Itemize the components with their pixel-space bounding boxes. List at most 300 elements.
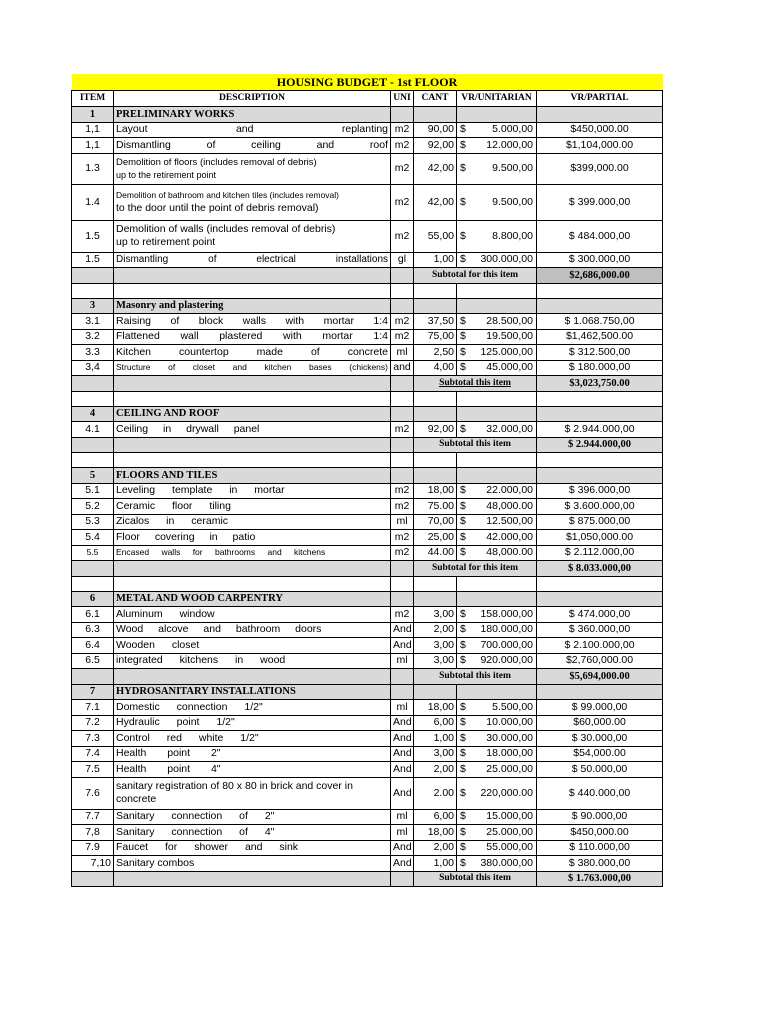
item-partial: $ 474.000,00 — [537, 607, 663, 623]
unit-amount: 19.500,00 — [486, 330, 533, 343]
section-name: CEILING AND ROOF — [114, 406, 391, 422]
currency-symbol: $ — [460, 638, 466, 651]
item-number: 5.3 — [72, 514, 114, 530]
item-qty: 3,00 — [414, 607, 457, 623]
item-partial: $2,760,000.00 — [537, 653, 663, 669]
table-row — [72, 530, 663, 546]
unit-amount: 8.800,00 — [492, 229, 533, 242]
unit-amount: 42.000,00 — [486, 530, 533, 543]
section-name: Masonry and plastering — [114, 298, 391, 314]
item-partial: $ 484.000,00 — [537, 220, 663, 252]
budget-sheet — [71, 74, 663, 887]
unit-amount: 180.000,00 — [480, 623, 533, 636]
item-qty: 2.00 — [414, 777, 457, 809]
currency-symbol: $ — [460, 499, 466, 512]
table-row — [72, 483, 663, 499]
blank-row — [72, 283, 663, 298]
item-partial: $60,000.00 — [537, 715, 663, 731]
item-qty: 1,00 — [414, 856, 457, 872]
item-qty: 3,00 — [414, 746, 457, 762]
item-unit: m2 — [391, 530, 414, 546]
item-partial: $ 30.000,00 — [537, 731, 663, 747]
item-description: Zicalos in ceramic — [114, 514, 391, 530]
item-unit-value — [457, 360, 537, 376]
unit-amount: 25.000,00 — [486, 762, 533, 775]
item-unit-value — [457, 762, 537, 778]
currency-symbol: $ — [460, 138, 466, 151]
item-unit: And — [391, 840, 414, 856]
item-unit: m2 — [391, 314, 414, 330]
item-unit: ml — [391, 653, 414, 669]
section-header — [72, 298, 663, 314]
item-qty: 55,00 — [414, 220, 457, 252]
section-name: METAL AND WOOD CARPENTRY — [114, 591, 391, 607]
table-row — [72, 856, 663, 872]
currency-symbol: $ — [460, 484, 466, 497]
item-qty: 44.00 — [414, 545, 457, 561]
item-number: 1.3 — [72, 153, 114, 184]
item-unit-value — [457, 700, 537, 716]
item-number: 1,1 — [72, 122, 114, 138]
item-description: Structure of closet and kitchen bases (chickens) — [114, 360, 391, 376]
item-unit: m2 — [391, 138, 414, 154]
section-header — [72, 591, 663, 607]
unit-amount: 9.500,00 — [492, 162, 533, 174]
item-description: Control red white 1/2" — [114, 731, 391, 747]
item-number: 7.9 — [72, 840, 114, 856]
item-unit-value — [457, 746, 537, 762]
currency-symbol: $ — [460, 747, 466, 760]
item-unit-value — [457, 809, 537, 825]
item-number: 7.1 — [72, 700, 114, 716]
item-qty: 2,00 — [414, 840, 457, 856]
table-row — [72, 345, 663, 361]
item-unit: m2 — [391, 184, 414, 220]
item-qty: 18,00 — [414, 825, 457, 841]
section-header — [72, 107, 663, 123]
table-row — [72, 329, 663, 345]
item-description: Health point 4" — [114, 762, 391, 778]
table-row — [72, 252, 663, 268]
item-partial: $ 99.000,00 — [537, 700, 663, 716]
unit-amount: 15.000,00 — [486, 810, 533, 823]
table-row — [72, 360, 663, 376]
item-unit: m2 — [391, 122, 414, 138]
section-name: FLOORS AND TILES — [114, 468, 391, 484]
section-name: HYDROSANITARY INSTALLATIONS — [114, 684, 391, 700]
item-description: Faucet for shower and sink — [114, 840, 391, 856]
currency-symbol: $ — [460, 530, 466, 543]
item-number: 5.5 — [72, 545, 114, 561]
item-unit: m2 — [391, 607, 414, 623]
item-unit-value — [457, 329, 537, 345]
unit-amount: 45.000,00 — [486, 361, 533, 374]
item-qty: 37,50 — [414, 314, 457, 330]
subtotal-row — [72, 376, 663, 392]
item-number: 3.1 — [72, 314, 114, 330]
table-row — [72, 499, 663, 515]
item-partial: $ 380.000,00 — [537, 856, 663, 872]
item-number: 3.2 — [72, 329, 114, 345]
unit-amount: 25.000,00 — [486, 825, 533, 838]
unit-amount: 220,000.00 — [480, 786, 533, 799]
item-unit: m2 — [391, 153, 414, 184]
item-qty: 1,00 — [414, 731, 457, 747]
item-number: 6.5 — [72, 653, 114, 669]
item-unit-value — [457, 856, 537, 872]
item-partial: $ 312.500,00 — [537, 345, 663, 361]
currency-symbol: $ — [460, 422, 466, 435]
item-unit-value — [457, 314, 537, 330]
item-unit: ml — [391, 825, 414, 841]
item-unit-value — [457, 825, 537, 841]
item-partial: $ 440.000,00 — [537, 777, 663, 809]
item-unit: m2 — [391, 220, 414, 252]
subtotal-label — [414, 376, 537, 392]
subtotal-row — [72, 871, 663, 887]
item-unit: m2 — [391, 329, 414, 345]
col-header-description: DESCRIPTION — [114, 91, 391, 107]
item-description — [114, 184, 391, 220]
item-partial: $450,000.00 — [537, 122, 663, 138]
table-row — [72, 762, 663, 778]
unit-amount: 5.500,00 — [492, 700, 533, 713]
item-description: Domestic connection 1/2" — [114, 700, 391, 716]
item-qty: 3,00 — [414, 653, 457, 669]
subtotal-value: $ 8.033.000,00 — [537, 561, 663, 577]
currency-symbol: $ — [460, 731, 466, 744]
item-unit-value — [457, 530, 537, 546]
currency-symbol: $ — [460, 123, 466, 136]
currency-symbol: $ — [460, 623, 466, 636]
item-description: Sanitary connection of 2" — [114, 809, 391, 825]
section-number: 1 — [72, 107, 114, 123]
unit-amount: 9.500,00 — [492, 195, 533, 208]
item-qty: 90,00 — [414, 122, 457, 138]
item-description: Floor covering in patio — [114, 530, 391, 546]
unit-amount: 18.000,00 — [486, 747, 533, 760]
section-header — [72, 468, 663, 484]
currency-symbol: $ — [460, 345, 466, 358]
currency-symbol: $ — [460, 229, 466, 242]
description-line-2: up to retirement point — [116, 236, 216, 248]
table-row — [72, 746, 663, 762]
table-row — [72, 825, 663, 841]
unit-amount: 12.000,00 — [486, 138, 533, 151]
item-unit: m2 — [391, 499, 414, 515]
currency-symbol: $ — [460, 786, 466, 799]
item-qty: 3,00 — [414, 638, 457, 654]
item-qty: 6,00 — [414, 715, 457, 731]
subtotal-row — [72, 268, 663, 284]
section-header — [72, 406, 663, 422]
item-number: 1.5 — [72, 252, 114, 268]
table-row — [72, 220, 663, 252]
unit-amount: 30.000,00 — [486, 731, 533, 744]
description-line-2: up to the retirement point — [116, 169, 217, 180]
item-unit-value — [457, 777, 537, 809]
item-description: Raising of block walls with mortar 1:4 — [114, 314, 391, 330]
item-partial: $ 2.112.000,00 — [537, 545, 663, 561]
currency-symbol: $ — [460, 546, 466, 559]
unit-amount: 48,000.00 — [486, 546, 533, 559]
item-unit-value — [457, 252, 537, 268]
item-unit-value — [457, 638, 537, 654]
item-unit: m2 — [391, 483, 414, 499]
currency-symbol: $ — [460, 195, 466, 208]
subtotal-label: Subtotal this item — [414, 669, 537, 685]
item-unit: And — [391, 856, 414, 872]
item-qty: 6,00 — [414, 809, 457, 825]
item-number: 5.4 — [72, 530, 114, 546]
section-name: PRELIMINARY WORKS — [114, 107, 391, 123]
subtotal-label: Subtotal for this item — [414, 268, 537, 284]
table-row — [72, 731, 663, 747]
item-qty: 42,00 — [414, 153, 457, 184]
item-unit: And — [391, 731, 414, 747]
item-unit-value — [457, 345, 537, 361]
unit-amount: 5.000,00 — [492, 123, 533, 136]
item-number: 3.3 — [72, 345, 114, 361]
item-unit-value — [457, 607, 537, 623]
item-description — [114, 777, 391, 809]
item-description: Ceiling in drywall panel — [114, 422, 391, 438]
item-description: Flattened wall plastered with mortar 1:4 — [114, 329, 391, 345]
title-row — [72, 74, 663, 91]
item-partial: $ 180.000,00 — [537, 360, 663, 376]
currency-symbol: $ — [460, 716, 466, 729]
item-unit: And — [391, 777, 414, 809]
item-description: Hydraulic point 1/2" — [114, 715, 391, 731]
subtotal-row — [72, 561, 663, 577]
item-number: 7.5 — [72, 762, 114, 778]
item-unit: gl — [391, 252, 414, 268]
item-number: 7.4 — [72, 746, 114, 762]
column-header-row — [72, 91, 663, 107]
item-number: 1.5 — [72, 220, 114, 252]
item-description: Sanitary combos — [114, 856, 391, 872]
item-qty: 42,00 — [414, 184, 457, 220]
item-partial: $ 300.000,00 — [537, 252, 663, 268]
item-qty: 92,00 — [414, 422, 457, 438]
subtotal-value: $2,686,000.00 — [537, 268, 663, 284]
description-line-1: sanitary registration of 80 x 80 in brick and cover in — [116, 780, 353, 792]
item-description: Sanitary connection of 4" — [114, 825, 391, 841]
item-unit: ml — [391, 514, 414, 530]
item-qty: 18,00 — [414, 483, 457, 499]
table-row — [72, 809, 663, 825]
unit-amount: 22.000,00 — [486, 484, 533, 497]
item-unit-value — [457, 840, 537, 856]
table-row — [72, 607, 663, 623]
table-row — [72, 622, 663, 638]
item-partial: $54,000.00 — [537, 746, 663, 762]
item-partial: $ 3.600.000,00 — [537, 499, 663, 515]
col-header-partial: VR/PARTIAL — [537, 91, 663, 107]
subtotal-label-text: Subtotal this item — [439, 377, 511, 388]
table-row — [72, 422, 663, 438]
item-unit-value — [457, 499, 537, 515]
item-number: 1,1 — [72, 138, 114, 154]
unit-amount: 28.500,00 — [486, 314, 533, 327]
subtotal-value: $3,023,750.00 — [537, 376, 663, 392]
item-unit: And — [391, 715, 414, 731]
item-unit: m2 — [391, 422, 414, 438]
item-description: Wood alcove and bathroom doors — [114, 622, 391, 638]
item-unit-value — [457, 153, 537, 184]
currency-symbol: $ — [460, 762, 466, 775]
item-qty: 25,00 — [414, 530, 457, 546]
unit-amount: 55.000,00 — [486, 841, 533, 854]
item-description — [114, 220, 391, 252]
item-partial: $1,050,000.00 — [537, 530, 663, 546]
item-number: 7,8 — [72, 825, 114, 841]
item-number: 3,4 — [72, 360, 114, 376]
section-header — [72, 684, 663, 700]
item-qty: 75,00 — [414, 329, 457, 345]
currency-symbol: $ — [460, 361, 466, 374]
table-row — [72, 545, 663, 561]
item-number: 7.3 — [72, 731, 114, 747]
description-line-1: Demolition of bathroom and kitchen tiles (includes removal) — [116, 190, 339, 200]
currency-symbol: $ — [460, 515, 466, 528]
subtotal-value: $ 2.944.000,00 — [537, 437, 663, 453]
section-number: 4 — [72, 406, 114, 422]
item-number: 5.2 — [72, 499, 114, 515]
unit-amount: 158.000,00 — [480, 607, 533, 620]
subtotal-label: Subtotal for this item — [414, 561, 537, 577]
item-unit: And — [391, 746, 414, 762]
item-unit: ml — [391, 700, 414, 716]
item-unit-value — [457, 122, 537, 138]
table-row — [72, 184, 663, 220]
col-header-item: ITEM — [72, 91, 114, 107]
item-qty: 4,00 — [414, 360, 457, 376]
item-unit-value — [457, 514, 537, 530]
subtotal-value: $5,694,000.00 — [537, 669, 663, 685]
item-unit-value — [457, 138, 537, 154]
unit-amount: 380.000,00 — [480, 856, 533, 869]
currency-symbol: $ — [460, 330, 466, 343]
table-row — [72, 777, 663, 809]
col-header-unitary: VR/UNITARIAN — [457, 91, 537, 107]
item-partial: $ 90.000,00 — [537, 809, 663, 825]
item-description: Encased walls for bathrooms and kitchens — [114, 545, 391, 561]
description-line-2: to the door until the point of debris removal) — [116, 202, 319, 214]
item-description: integrated kitchens in wood — [114, 653, 391, 669]
unit-amount: 300.000,00 — [480, 253, 533, 266]
item-description: Kitchen countertop made of concrete — [114, 345, 391, 361]
item-unit-value — [457, 545, 537, 561]
item-unit-value — [457, 731, 537, 747]
col-header-unit: UNI — [391, 91, 414, 107]
section-number: 7 — [72, 684, 114, 700]
section-number: 3 — [72, 298, 114, 314]
currency-symbol: $ — [460, 810, 466, 823]
item-partial: $1,104,000.00 — [537, 138, 663, 154]
subtotal-value: $ 1.763.000,00 — [537, 871, 663, 887]
subtotal-label: Subtotal this item — [414, 871, 537, 887]
item-description: Ceramic floor tiling — [114, 499, 391, 515]
unit-amount: 920.000,00 — [480, 654, 533, 667]
currency-symbol: $ — [460, 700, 466, 713]
description-line-1: Demolition of floors (includes removal of debris) — [116, 156, 317, 168]
item-number: 1.4 — [72, 184, 114, 220]
item-partial: $ 2.100.000,00 — [537, 638, 663, 654]
blank-row — [72, 391, 663, 406]
currency-symbol: $ — [460, 856, 466, 869]
unit-amount: 32.000,00 — [486, 422, 533, 435]
subtotal-row — [72, 437, 663, 453]
item-partial: $ 2.944.000,00 — [537, 422, 663, 438]
item-qty: 75.00 — [414, 499, 457, 515]
description-line-1: Demolition of walls (includes removal of debris) — [116, 223, 336, 235]
item-number: 7.2 — [72, 715, 114, 731]
table-row — [72, 138, 663, 154]
item-partial: $1,462,500.00 — [537, 329, 663, 345]
item-unit: m2 — [391, 545, 414, 561]
subtotal-label: Subtotal this item — [414, 437, 537, 453]
item-number: 7.6 — [72, 777, 114, 809]
table-row — [72, 153, 663, 184]
item-partial: $ 360.000,00 — [537, 622, 663, 638]
item-unit: And — [391, 762, 414, 778]
unit-amount: 125.000,00 — [480, 345, 533, 358]
blank-row — [72, 453, 663, 468]
table-row — [72, 122, 663, 138]
item-unit: And — [391, 638, 414, 654]
item-qty: 2,00 — [414, 762, 457, 778]
item-number: 5.1 — [72, 483, 114, 499]
currency-symbol: $ — [460, 162, 466, 174]
item-number: 7,10 — [72, 856, 114, 872]
item-partial: $ 396.000,00 — [537, 483, 663, 499]
table-row — [72, 314, 663, 330]
item-unit-value — [457, 220, 537, 252]
item-description: Wooden closet — [114, 638, 391, 654]
unit-amount: 700.000,00 — [480, 638, 533, 651]
item-partial: $ 399.000,00 — [537, 184, 663, 220]
item-qty: 2,00 — [414, 622, 457, 638]
item-unit-value — [457, 653, 537, 669]
item-unit-value — [457, 715, 537, 731]
table-row — [72, 840, 663, 856]
currency-symbol: $ — [460, 841, 466, 854]
currency-symbol: $ — [460, 607, 466, 620]
currency-symbol: $ — [460, 253, 466, 266]
description-line-2: concrete — [116, 793, 157, 805]
unit-amount: 48,000.00 — [486, 499, 533, 512]
table-row — [72, 700, 663, 716]
item-number: 6.1 — [72, 607, 114, 623]
blank-row — [72, 576, 663, 591]
item-unit-value — [457, 483, 537, 499]
item-partial: $399,000.00 — [537, 153, 663, 184]
item-unit: ml — [391, 809, 414, 825]
table-row — [72, 715, 663, 731]
item-qty: 1,00 — [414, 252, 457, 268]
item-description: Dismantling of ceiling and roof — [114, 138, 391, 154]
subtotal-row — [72, 669, 663, 685]
currency-symbol: $ — [460, 654, 466, 667]
unit-amount: 12.500,00 — [486, 515, 533, 528]
item-unit-value — [457, 184, 537, 220]
item-partial: $ 50.000,00 — [537, 762, 663, 778]
item-number: 6.4 — [72, 638, 114, 654]
item-qty: 70,00 — [414, 514, 457, 530]
currency-symbol: $ — [460, 314, 466, 327]
item-description — [114, 153, 391, 184]
